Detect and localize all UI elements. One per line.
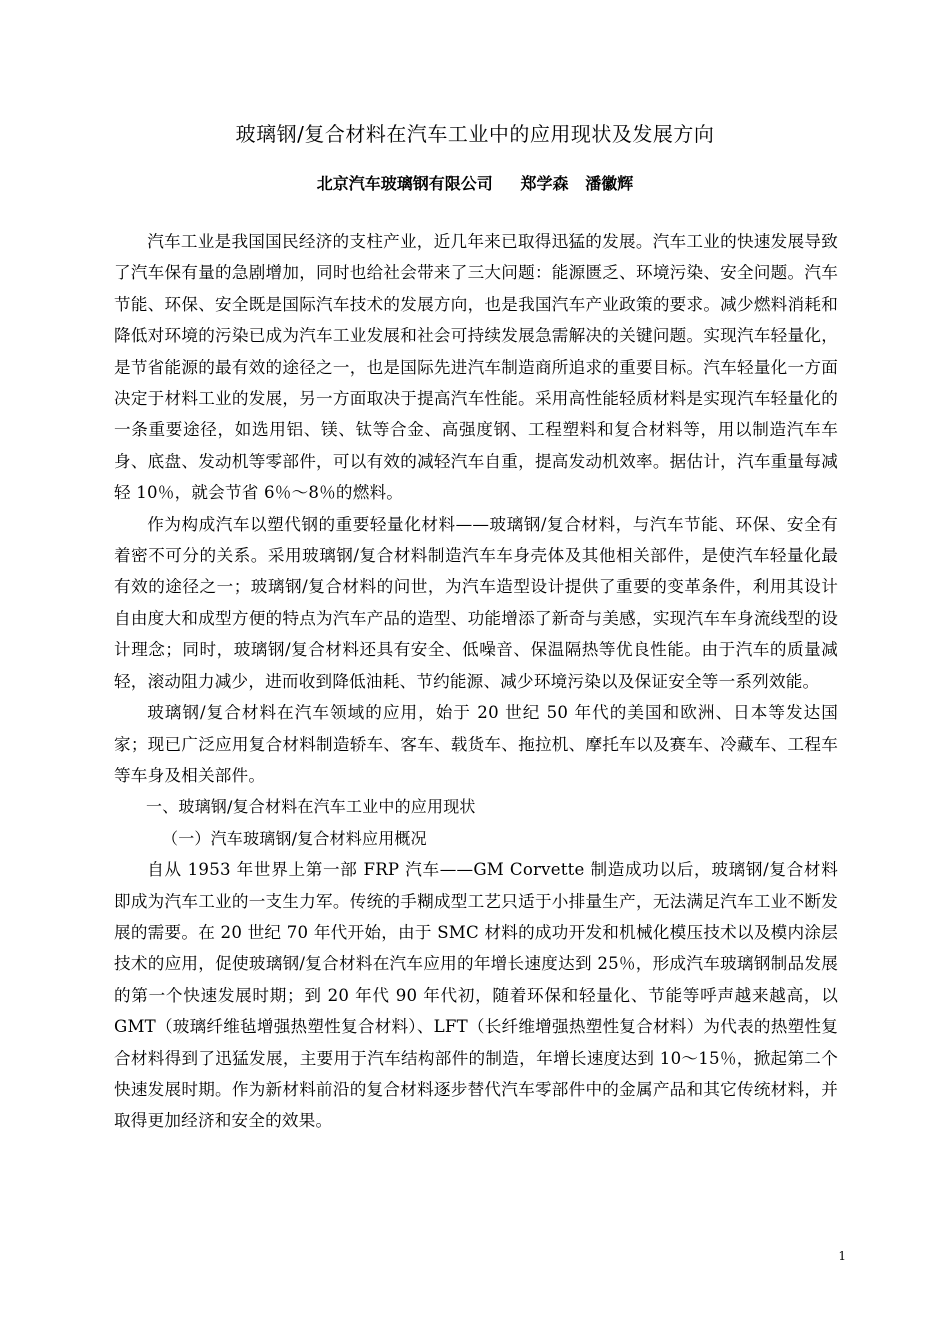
body-paragraph: 自从 1953 年世界上第一部 FRP 汽车——GM Corvette 制造成功以后，玻璃钢/复合材料即成为汽车工业的一支生力军。传统的手糊成型工艺只适于小排量生产，无法满足汽车工业不断发展的需要。在 20 世纪 70 年代开始，由于 SMC 材料的成功开发和机械化模压技术以及模内涂层技术的应用，促使玻璃钢/复合材料在汽车应用的年增长速度达到 25％，形成汽车玻璃钢制品发展的第一个快速发展时期；到 20 年代 90 年代初，随着环保和轻量化、节能等呼声越来越高，以 GMT（玻璃纤维毡增强热塑性复合材料）、LFT（长纤维增强热塑性复合材料）为代表的热塑性复合材料得到了迅猛发展，主要用于汽车结构部件的制造，年增长速度达到 10～15％，掀起第二个快速发展时期。作为新材料前沿的复合材料逐步替代汽车零部件中的金属产品和其它传统材料，并取得更加经济和安全的效果。 <box>114 860 838 1131</box>
document-authors: 北京汽车玻璃钢有限公司 郑学森 潘徽辉 <box>316 174 634 193</box>
subsection-heading: （一）汽车玻璃钢/复合材料应用概况 <box>162 828 427 848</box>
document-body <box>114 226 838 1137</box>
body-paragraph: 作为构成汽车以塑代钢的重要轻量化材料——玻璃钢/复合材料，与汽车节能、环保、安全有着密不可分的关系。采用玻璃钢/复合材料制造汽车车身壳体及其他相关部件，是使汽车轻量化最有效的途径之一；玻璃钢/复合材料的问世，为汽车造型设计提供了重要的变革条件，利用其设计自由度大和成型方便的特点为汽车产品的造型、功能增添了新奇与美感，实现汽车车身流线型的设计理念；同时，玻璃钢/复合材料还具有安全、低噪音、保温隔热等优良性能。由于汽车的质量减轻，滚动阻力减少，进而收到降低油耗、节约能源、减少环境污染以及保证安全等一系列效能。 <box>114 514 838 691</box>
page-number: 1 <box>838 1249 846 1263</box>
document-title: 玻璃钢/复合材料在汽车工业中的应用现状及发展方向 <box>235 122 715 146</box>
section-heading: 一、玻璃钢/复合材料在汽车工业中的应用现状 <box>146 797 476 817</box>
body-paragraph: 汽车工业是我国国民经济的支柱产业，近几年来已取得迅猛的发展。汽车工业的快速发展导致了汽车保有量的急剧增加，同时也给社会带来了三大问题：能源匮乏、环境污染、安全问题。汽车节能、环保、安全既是国际汽车技术的发展方向，也是我国汽车产业政策的要求。减少燃料消耗和降低对环境的污染已成为汽车工业发展和社会可持续发展急需解决的关键问题。实现汽车轻量化，是节省能源的最有效的途径之一，也是国际先进汽车制造商所追求的重要目标。汽车轻量化一方面决定于材料工业的发展，另一方面取决于提高汽车性能。采用高性能轻质材料是实现汽车轻量化的一条重要途径，如选用铝、镁、钛等合金、高强度钢、工程塑料和复合材料等，用以制造汽车车身、底盘、发动机等零部件，可以有效的减轻汽车自重，提高发动机效率。据估计，汽车重量每减轻 10％，就会节省 6％～8％的燃料。 <box>114 232 838 503</box>
body-paragraph: 玻璃钢/复合材料在汽车领域的应用，始于 20 世纪 50 年代的美国和欧洲、日本等发达国家；现已广泛应用复合材料制造轿车、客车、载货车、拖拉机、摩托车以及赛车、冷藏车、工程车等车身及相关部件。 <box>114 703 838 785</box>
